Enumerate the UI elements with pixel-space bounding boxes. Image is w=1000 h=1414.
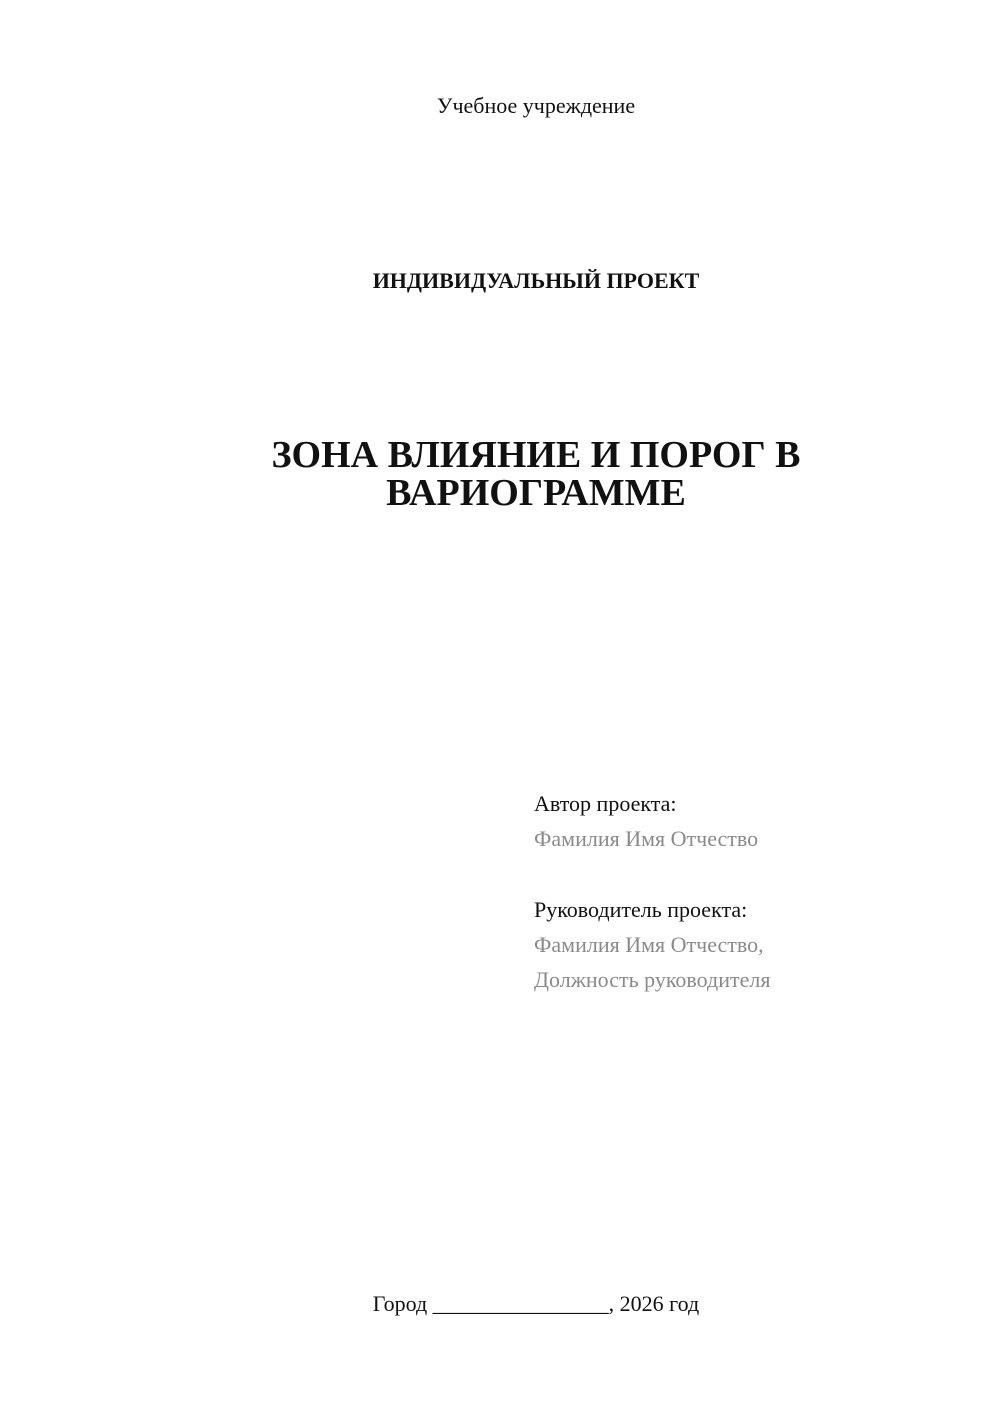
document-type: ИНДИВИДУАЛЬНЫЙ ПРОЕКТ [372, 268, 700, 293]
project-title-line-2: ВАРИОГРАММЕ [386, 472, 686, 514]
supervisor-label: Руководитель проекта: [534, 897, 748, 922]
supervisor-position: Должность руководителя [534, 967, 771, 992]
city-year-footer: Город ________________, 2026 год [372, 1291, 700, 1316]
credits-block [534, 786, 974, 997]
credits-spacer [534, 856, 974, 892]
author-name: Фамилия Имя Отчество [534, 826, 759, 851]
author-label: Автор проекта: [534, 791, 677, 816]
project-title [0, 436, 1000, 512]
project-title-line-1: ЗОНА ВЛИЯНИЕ И ПОРОГ В [271, 434, 801, 476]
institution-name: Учебное учреждение [436, 93, 636, 118]
supervisor-name: Фамилия Имя Отчество, [534, 932, 764, 957]
